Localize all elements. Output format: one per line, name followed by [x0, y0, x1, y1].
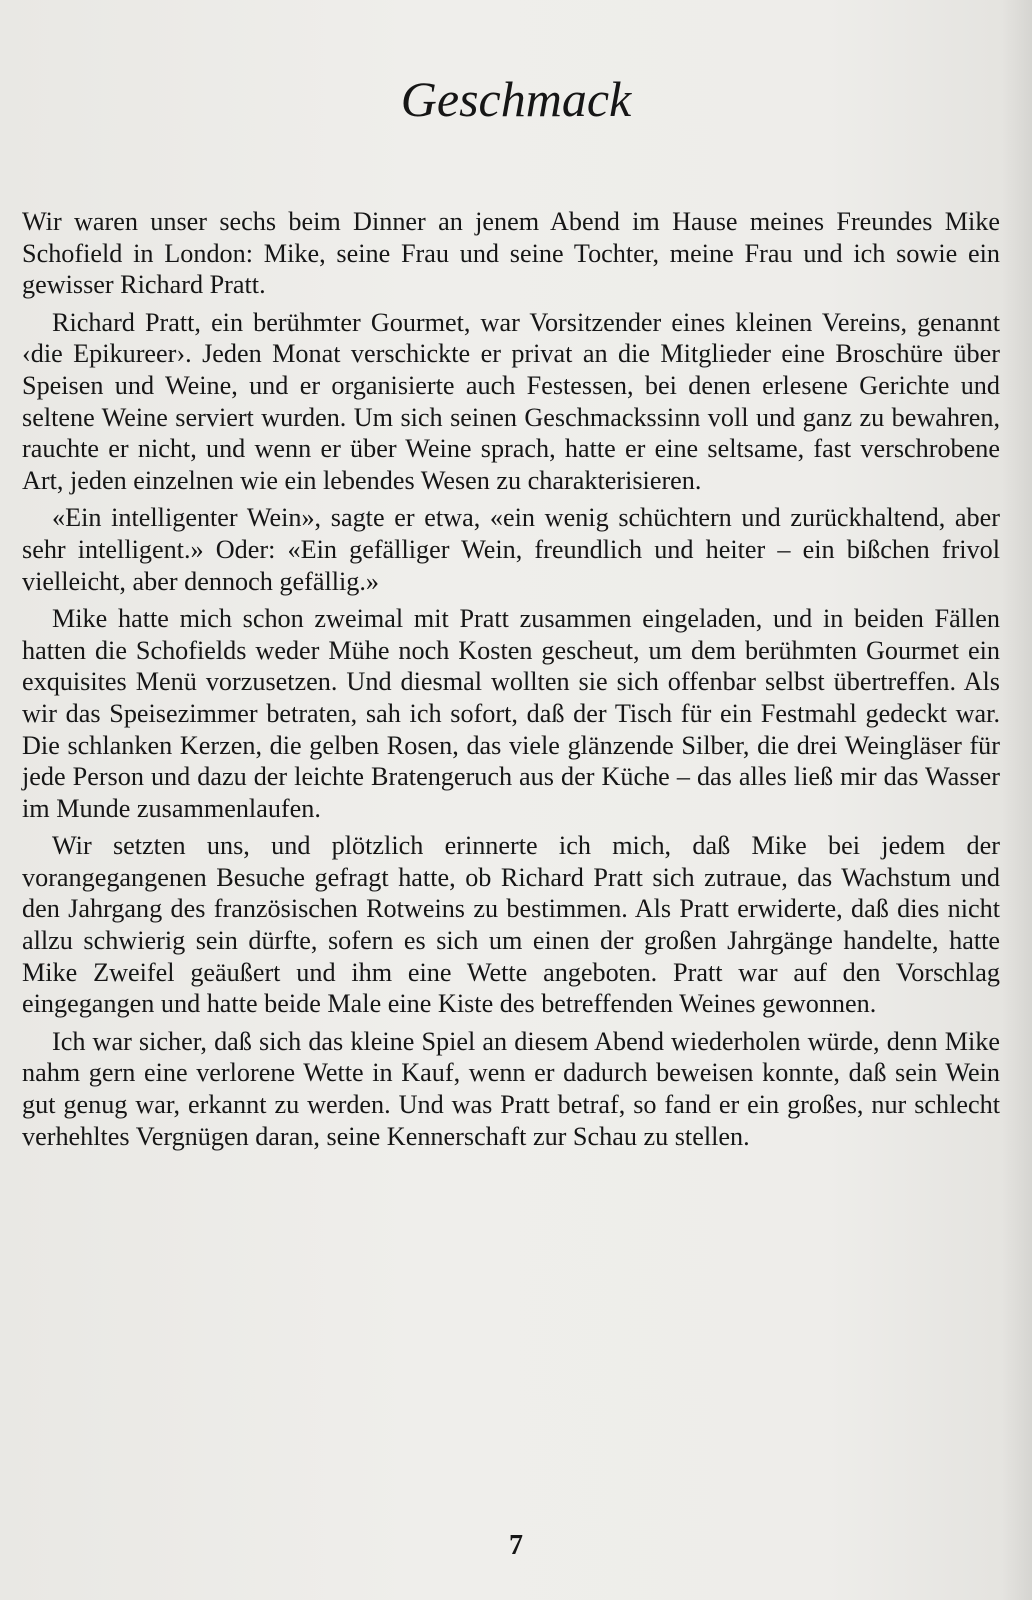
- paragraph-1: Wir waren unser sechs beim Dinner an jenem Abend im Hause meines Freundes Mike Schofield in London: Mike, seine Frau und seine Tochter, meine Frau und ich sowie ein gewisser Richard Pratt.: [22, 207, 1000, 300]
- paragraph-2: Richard Pratt, ein berühmter Gourmet, war Vorsitzender eines kleinen Vereins, genannt ‹die Epikureer›. Jeden Monat verschickte er privat an die Mitglieder eine Broschüre über Speisen und Weine, und er organisierte auch Festessen, bei denen erlesene Gerichte und seltene Weine serviert wurden. Um sich seinen Geschmackssinn voll und ganz zu bewahren, rauchte er nicht, und wenn er über Weine sprach, hatte er eine seltsame, fast verschrobene Art, jeden einzelnen wie ein lebendes Wesen zu charakterisieren.: [22, 307, 1000, 495]
- paragraph-3: «Ein intelligenter Wein», sagte er etwa, «ein wenig schüchtern und zurückhaltend, aber sehr intelligent.» Oder: «Ein gefälliger Wein, freundlich und heiter – ein bißchen frivol vielleicht, aber dennoch gefällig.»: [22, 503, 1000, 596]
- paragraph-4: Mike hatte mich schon zweimal mit Pratt zusammen eingeladen, und in beiden Fällen hatten die Schofields weder Mühe noch Kosten gescheut, um dem berühmten Gourmet ein exquisites Menü vorzusetzen. Und diesmal wollten sie sich offenbar selbst übertreffen. Als wir das Speisezimmer betraten, sah ich sofort, daß der Tisch für ein Festmahl gedeckt war. Die schlanken Kerzen, die gelben Rosen, das viele glänzende Silber, die drei Weingläser für jede Person und dazu der leichte Bratengeruch aus der Küche – das alles ließ mir das Wasser im Munde zusammenlaufen.: [22, 604, 1000, 823]
- paragraph-5: Wir setzten uns, und plötzlich erinnerte ich mich, daß Mike bei jedem der vorangegangenen Besuche gefragt hatte, ob Richard Pratt sich zutraue, das Wachstum und den Jahrgang des französischen Rotweins zu bestimmen. Als Pratt erwiderte, daß dies nicht allzu schwierig sein dürfte, sofern es sich um einen der großen Jahrgänge handelte, hatte Mike Zweifel geäußert und ihm eine Wette angeboten. Pratt war auf den Vorschlag eingegangen und hatte beide Male eine Kiste des betreffenden Weines gewonnen.: [22, 831, 1000, 1019]
- chapter-title: Geschmack: [400, 71, 632, 127]
- page-edge-shadow: [1002, 0, 1032, 1600]
- page-number: 7: [509, 1530, 523, 1561]
- paragraph-6: Ich war sicher, daß sich das kleine Spiel an diesem Abend wiederholen würde, denn Mike nahm gern eine verlorene Wette in Kauf, wenn er dadurch beweisen konnte, daß sein Wein gut genug war, erkannt zu werden. Und was Pratt betraf, so fand er ein großes, nur schlecht verhehltes Vergnügen daran, seine Kennerschaft zur Schau zu stellen.: [22, 1026, 1000, 1151]
- body-text: [22, 206, 1000, 1158]
